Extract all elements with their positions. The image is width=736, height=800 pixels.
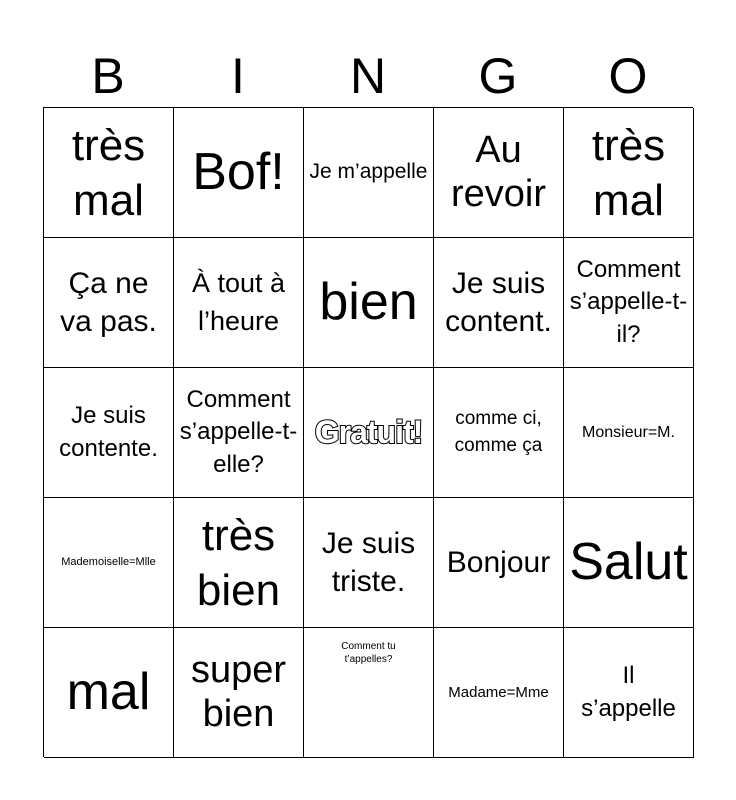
cell-text: Je suis content. xyxy=(445,267,552,338)
cell-text: mal xyxy=(66,662,151,721)
bingo-cell-r1c3[interactable] xyxy=(304,108,434,238)
bingo-cell-r3c3[interactable] xyxy=(304,368,434,498)
header-letter-i: I xyxy=(231,48,245,104)
bingo-cell-r3c4[interactable] xyxy=(434,368,564,498)
cell-text: très bien xyxy=(196,510,281,615)
cell-text: super bien xyxy=(190,648,287,735)
cell-text: très mal xyxy=(71,120,146,225)
bingo-cell-r5c5[interactable] xyxy=(564,628,694,758)
cell-text: Il s’appelle xyxy=(581,662,676,722)
bingo-cell-r4c4[interactable] xyxy=(434,498,564,628)
bingo-cell-r1c1[interactable] xyxy=(44,108,174,238)
cell-text: À tout à l’heure xyxy=(191,267,286,336)
cell-text: Comment tu t’appelles? xyxy=(341,641,396,665)
bingo-cell-r4c2[interactable] xyxy=(174,498,304,628)
cell-text: Comment s’appelle-t-il? xyxy=(569,255,688,348)
cell-text: très mal xyxy=(591,120,666,225)
bingo-header xyxy=(43,48,693,104)
cell-text: Monsieur=M. xyxy=(582,423,675,441)
free-space: Gratuit! xyxy=(314,413,423,450)
cell-text: Je m’appelle xyxy=(309,160,428,184)
bingo-cell-r2c3[interactable] xyxy=(304,238,434,368)
cell-text: Madame=Mme xyxy=(448,683,549,701)
header-letter-n: N xyxy=(349,48,387,104)
bingo-cell-r1c5[interactable] xyxy=(564,108,694,238)
cell-text: Bonjour xyxy=(446,545,551,579)
bingo-cell-r3c5[interactable] xyxy=(564,368,694,498)
bingo-cell-r5c2[interactable] xyxy=(174,628,304,758)
bingo-cell-r4c3[interactable] xyxy=(304,498,434,628)
header-letter-g: G xyxy=(478,48,518,104)
cell-text: Ça ne va pas. xyxy=(60,267,157,338)
cell-text: Je suis contente. xyxy=(59,402,158,462)
cell-text: bien xyxy=(319,272,418,331)
bingo-cell-r4c5[interactable] xyxy=(564,498,694,628)
cell-text: comme ci, comme ça xyxy=(454,407,543,456)
bingo-cell-r2c1[interactable] xyxy=(44,238,174,368)
bingo-cell-r3c2[interactable] xyxy=(174,368,304,498)
bingo-cell-r4c1[interactable] xyxy=(44,498,174,628)
bingo-cell-r5c1[interactable] xyxy=(44,628,174,758)
bingo-cell-r3c1[interactable] xyxy=(44,368,174,498)
bingo-cell-r1c2[interactable] xyxy=(174,108,304,238)
header-letter-b: B xyxy=(91,48,125,104)
cell-text: Au revoir xyxy=(450,128,547,215)
cell-text: Je suis triste. xyxy=(321,527,416,598)
cell-text: Comment s’appelle-t-elle? xyxy=(179,385,298,478)
cell-text: Bof! xyxy=(192,142,285,201)
bingo-cell-r2c4[interactable] xyxy=(434,238,564,368)
cell-text: Salut xyxy=(569,532,688,591)
bingo-cell-r1c4[interactable] xyxy=(434,108,564,238)
header-letter-o: O xyxy=(608,48,648,104)
bingo-cell-r5c4[interactable] xyxy=(434,628,564,758)
bingo-board xyxy=(43,107,693,757)
bingo-cell-r2c2[interactable] xyxy=(174,238,304,368)
bingo-cell-r5c3[interactable] xyxy=(304,628,434,758)
bingo-cell-r2c5[interactable] xyxy=(564,238,694,368)
cell-text: Mademoiselle=Mlle xyxy=(61,556,156,569)
